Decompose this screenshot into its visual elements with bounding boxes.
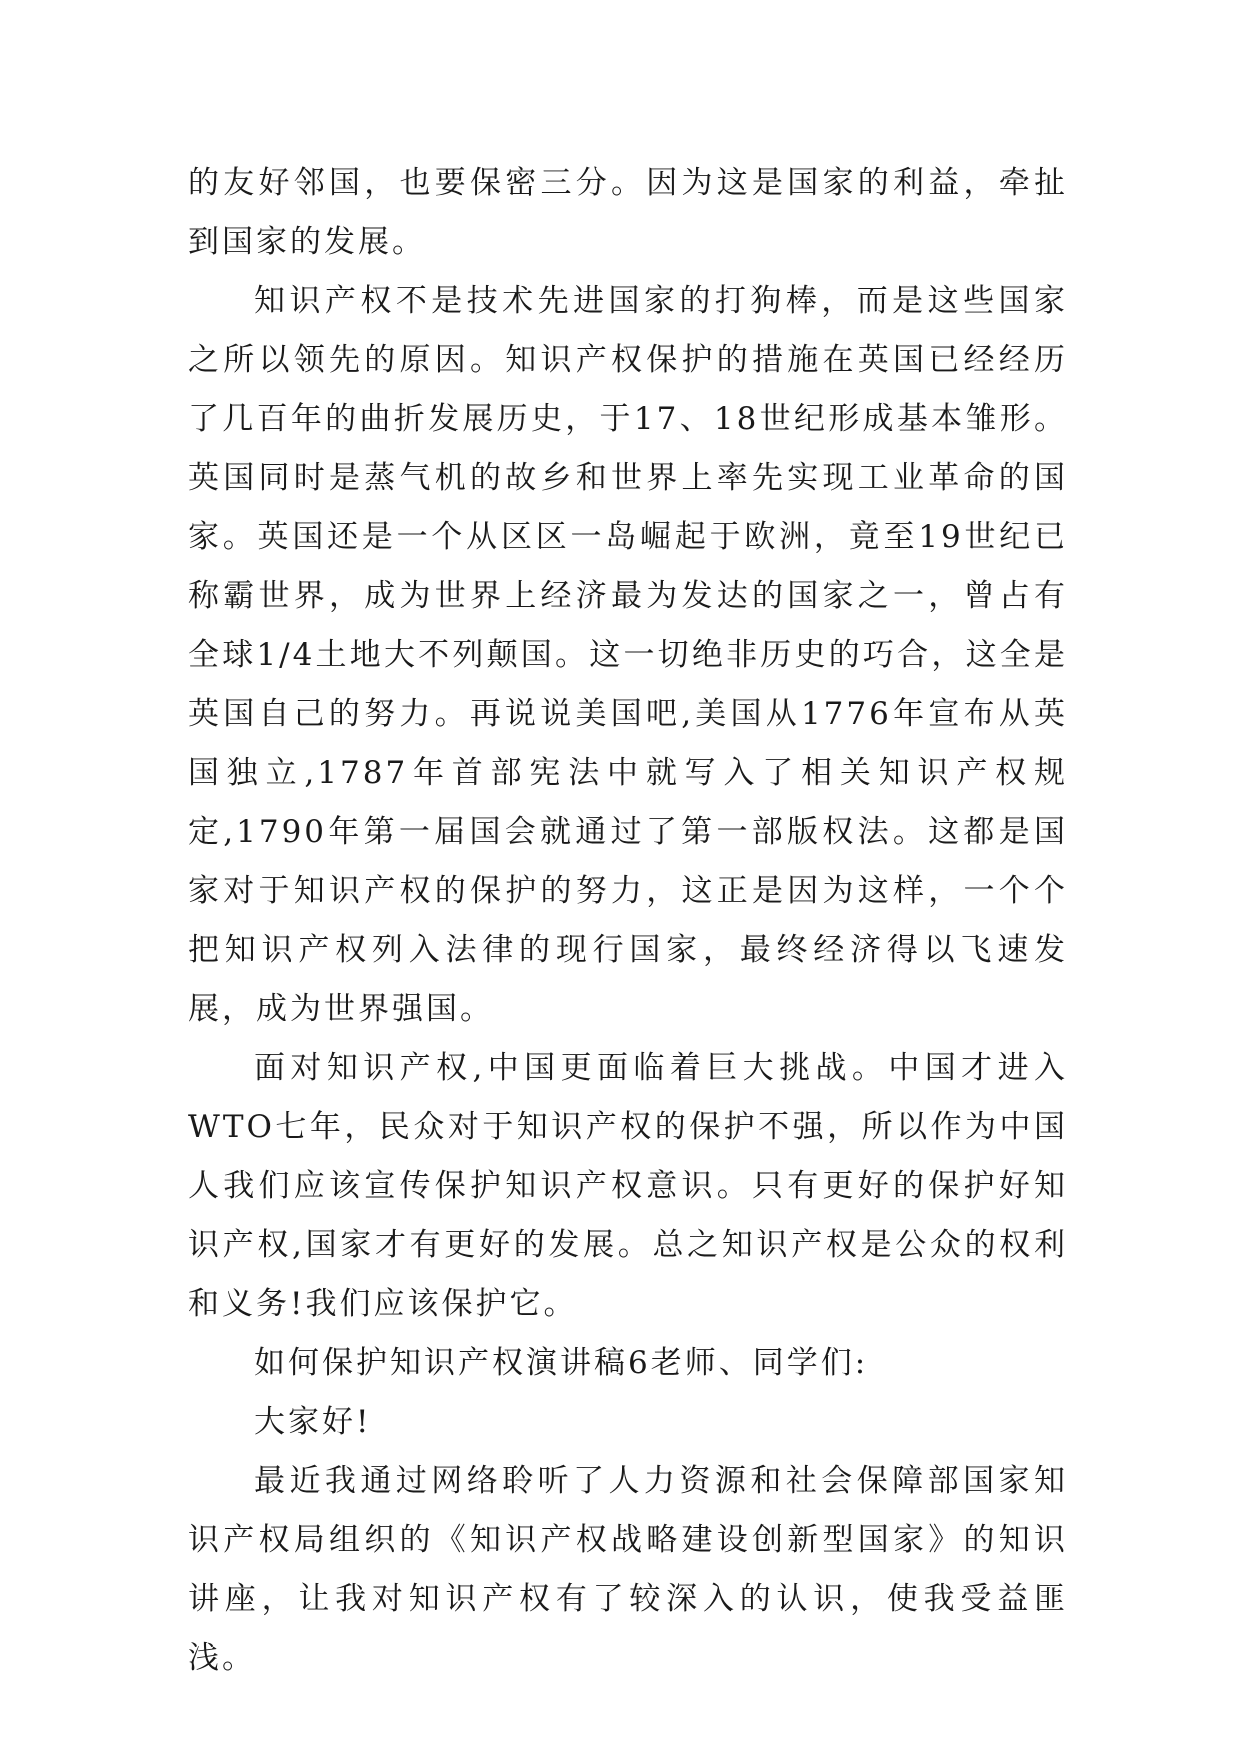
- document-body: [188, 154, 1068, 1688]
- paragraph: 面对知识产权,中国更面临着巨大挑战。中国才进入WTO七年，民众对于知识产权的保护不强，所以作为中国人我们应该宣传保护知识产权意识。只有更好的保护好知识产权,国家才有更好的发展。总之知识产权是公众的权利和义务!我们应该保护它。: [188, 1050, 1068, 1322]
- paragraph: 知识产权不是技术先进国家的打狗棒，而是这些国家之所以领先的原因。知识产权保护的措施在英国已经经历了几百年的曲折发展历史，于17、18世纪形成基本雏形。英国同时是蒸气机的故乡和世界上率先实现工业革命的国家。英国还是一个从区区一岛崛起于欧洲，竟至19世纪已称霸世界，成为世界上经济最为发达的国家之一，曾占有全球1/4土地大不列颠国。这一切绝非历史的巧合，这全是英国自己的努力。再说说美国吧,美国从1776年宣布从英国独立,1787年首部宪法中就写入了相关知识产权规定,1790年第一届国会就通过了第一部版权法。这都是国家对于知识产权的保护的努力，这正是因为这样，一个个把知识产权列入法律的现行国家，最终经济得以飞速发展，成为世界强国。: [188, 283, 1068, 1027]
- paragraph: 的友好邻国，也要保密三分。因为这是国家的利益，牵扯到国家的发展。: [188, 165, 1068, 260]
- paragraph: 如何保护知识产权演讲稿6老师、同学们:: [254, 1345, 869, 1381]
- paragraph: 大家好!: [254, 1404, 372, 1440]
- paragraph: 最近我通过网络聆听了人力资源和社会保障部国家知识产权局组织的《知识产权战略建设创新型国家》的知识讲座，让我对知识产权有了较深入的认识，使我受益匪浅。: [188, 1463, 1068, 1676]
